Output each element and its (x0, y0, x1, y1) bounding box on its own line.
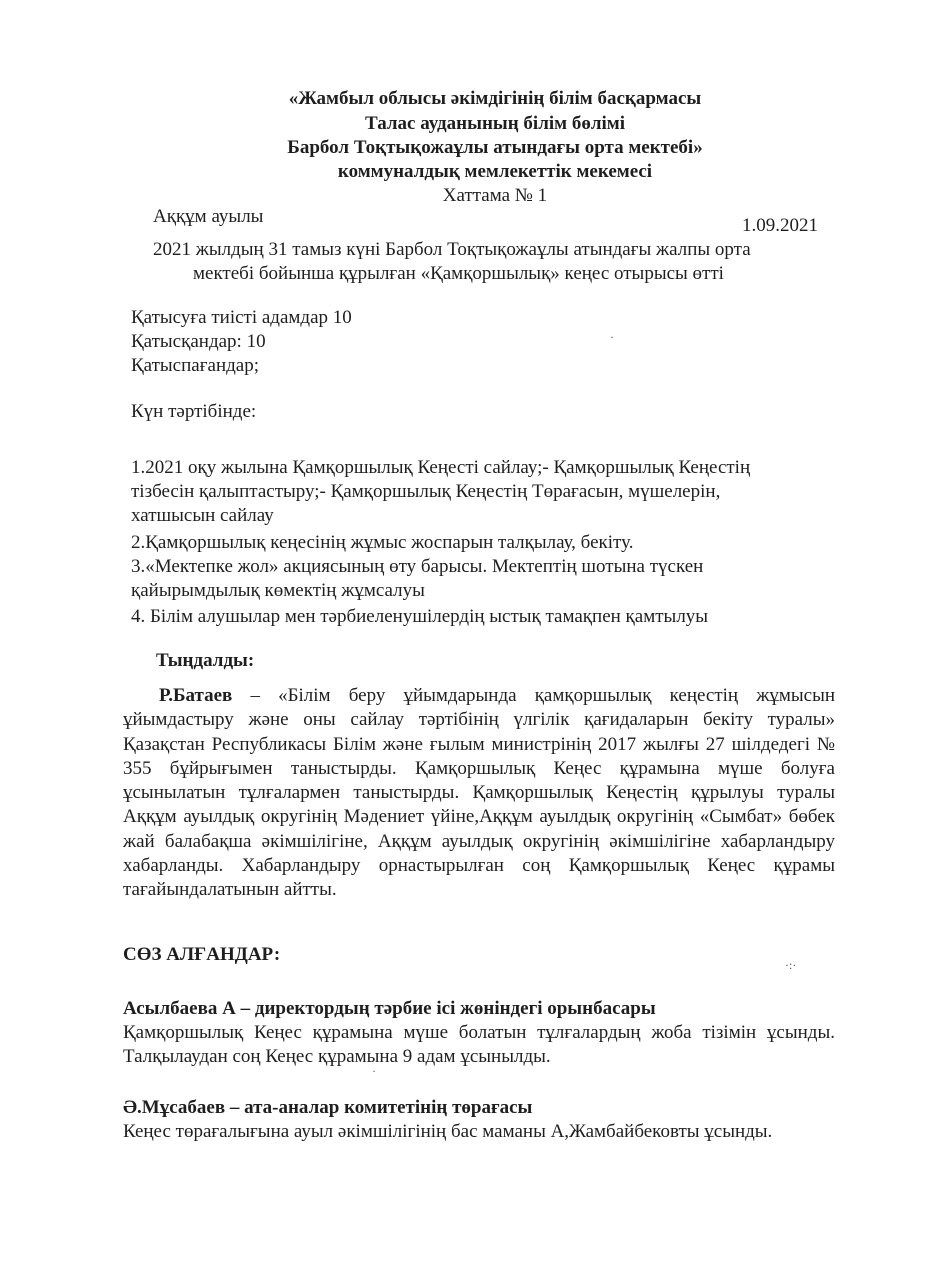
org-line-2: Талас ауданының білім бөлімі (365, 113, 625, 134)
heard-speaker: Р.Батаев (159, 685, 233, 706)
agenda-title: Күн тәртібінде: (131, 401, 257, 422)
org-line-3: Барбол Тоқтықожаұлы атындағы орта мектебі» (287, 137, 703, 158)
speaker-name: Ә.Мұсабаев – ата-аналар комитетінің төрағасы (123, 1097, 533, 1118)
heard-text: – «Білім беру ұйымдарында қамқоршылық кеңестің жұмысын ұйымдастыру және оны сайлау тәртібінің үлгілік қағидаларын бекіту туралы» Қазақстан Республикасы Білім және ғылым министрінің 2017 жылғы 27 шілдедегі № 355 бұйрығымен таныстырды. Қамқоршылық Кеңес құрамына мүше болуға ұсынылатын тұлғалармен таныстырды. Қамқоршылық Кеңестің құрылуы туралы Аққұм ауылдық округінің Мәдениет үйіне,Аққұм ауылдық округінің «Сымбат» бөбек жай балабақша әкімшілігіне, Аққұм ауылдық округінің әкімшілігіне хабарландыру хабарланды. Хабарландыру орнастырылған соң Қамқоршылық Кеңес құрамы тағайындалатынын айтты. (123, 685, 835, 901)
speakers-title: СӨЗ АЛҒАНДАР: (123, 944, 281, 965)
attendance-expected: Қатысуға тиісті адамдар 10 (131, 307, 352, 328)
heard-title: Тыңдалды: (156, 650, 255, 671)
agenda-item: қайырымдылық көмектің жұмсалуы (131, 580, 425, 601)
org-line-1: «Жамбыл облысы әкімдігінің білім басқармасы (288, 88, 702, 109)
speaker-text: Қамқоршылық Кеңес құрамына мүше болатын тұлғалардың жоба тізімін ұсынды. Талқылаудан соң Кеңес құрамына 9 адам ұсынылды. (123, 1022, 835, 1068)
agenda-item: хатшысын сайлау (131, 505, 274, 526)
speaker-text: Кеңес төрағалығына ауыл әкімшілігінің бас маманы А,Жамбайбековты ұсынды. (123, 1121, 773, 1142)
scan-speck: ·:· (785, 958, 797, 972)
agenda-item: 1.2021 оқу жылына Қамқоршылық Кеңесті сайлау;- Қамқоршылық Кеңестің (131, 457, 751, 478)
scan-speck: · (372, 1064, 376, 1078)
attendance-present: Қатысқандар: 10 (131, 331, 266, 352)
attendance-absent: Қатыспағандар; (131, 355, 259, 376)
agenda-item: 4. Білім алушылар мен тәрбиеленушілердің ыстық тамақпен қамтылуы (131, 606, 709, 627)
speaker-name: Асылбаева А – директордың тәрбие ісі жөніндегі орынбасары (123, 998, 656, 1019)
agenda-item: 3.«Мектепке жол» акциясының өту барысы. Мектептің шотына түскен (131, 556, 704, 577)
org-line-4: коммуналдық мемлекеттік мекемесі (337, 161, 653, 182)
place-name: Аққұм ауылы (153, 206, 264, 227)
agenda-item: тізбесін қалыптастыру;- Қамқоршылық Кеңестің Төрағасын, мүшелерін, (131, 481, 721, 502)
protocol-number: Хаттама № 1 (442, 185, 548, 206)
agenda-item: 2.Қамқоршылық кеңесінің жұмыс жоспарын талқылау, бекіту. (131, 532, 634, 553)
intro-line-1: 2021 жылдың 31 тамыз күні Барбол Тоқтықожаұлы атындағы жалпы орта (153, 239, 751, 260)
scan-speck: · (610, 330, 614, 344)
heard-paragraph (123, 684, 835, 903)
document-date: 1.09.2021 (742, 215, 818, 236)
intro-line-2: мектебі бойынша құрылған «Қамқоршылық» кеңес отырысы өтті (193, 263, 724, 284)
